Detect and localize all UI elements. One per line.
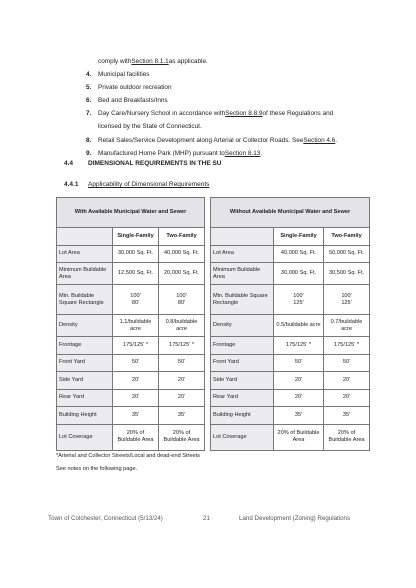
table-row bbox=[57, 315, 205, 337]
row-label: Frontage bbox=[57, 337, 113, 355]
section-link[interactable]: Section 8.8.9 bbox=[225, 110, 263, 118]
row-label: Minimum Buildable Area bbox=[211, 263, 274, 285]
row-label: Min. Buildable Square Rectangle bbox=[57, 285, 113, 315]
cell-two-family: 50' bbox=[159, 354, 205, 372]
cell-single-family: 35' bbox=[274, 407, 324, 425]
table-row bbox=[211, 424, 370, 450]
table-row bbox=[57, 424, 205, 450]
table-title: Without Available Municipal Water and Sewer bbox=[211, 198, 370, 228]
column-header: Two-Family bbox=[324, 228, 370, 246]
cell-single-family: 1.1/buildable acre bbox=[113, 315, 159, 337]
row-label: Lot Coverage bbox=[57, 424, 113, 450]
row-label: Rear Yard bbox=[57, 389, 113, 407]
table-row bbox=[211, 389, 370, 407]
table-row bbox=[211, 372, 370, 390]
table-row bbox=[57, 263, 205, 285]
list-item-text: Bed and Breakfasts/Inns bbox=[98, 97, 168, 105]
cell-single-family: 20' bbox=[113, 372, 159, 390]
cell-two-family: 20' bbox=[159, 389, 205, 407]
list-item bbox=[86, 120, 337, 133]
list-item-number: 7. bbox=[86, 110, 92, 118]
section-heading bbox=[64, 160, 222, 167]
list-item bbox=[86, 147, 337, 160]
subsection-title: Applicability of Dimensional Requirements bbox=[88, 181, 210, 188]
list-item-number: 4. bbox=[86, 71, 92, 79]
cell-two-family: 20,000 Sq. Ft. bbox=[159, 263, 205, 285]
cell-two-family: 175/125' * bbox=[324, 337, 370, 355]
list-item-text: Private outdoor recreation bbox=[98, 84, 172, 92]
row-label: Front Yard bbox=[57, 354, 113, 372]
cell-single-family: 20% of Buildable Area bbox=[113, 424, 159, 450]
cell-single-family: 20% of Buildable Area bbox=[274, 424, 324, 450]
table-row bbox=[211, 285, 370, 315]
table-row bbox=[57, 285, 205, 315]
table-title: With Available Municipal Water and Sewer bbox=[57, 198, 205, 228]
cell-single-family: 20' bbox=[113, 389, 159, 407]
cell-two-family: 50' bbox=[324, 354, 370, 372]
cell-single-family: 30,000 Sq. Ft. bbox=[113, 245, 159, 263]
table-row bbox=[211, 354, 370, 372]
footer-right: Land Development (Zoning) Regulations bbox=[239, 515, 351, 522]
list-item-text: Retail Sales/Service Development along Arterial or Collector Roads. See bbox=[98, 136, 304, 144]
row-label: Building Height bbox=[57, 407, 113, 425]
cell-single-family: 20' bbox=[274, 389, 324, 407]
cell-two-family: 100' 125' bbox=[324, 285, 370, 315]
section-link[interactable]: Section 4.6 bbox=[303, 136, 336, 144]
section-link[interactable]: Section 8.1.1 bbox=[131, 58, 169, 65]
cell-single-family: 20' bbox=[274, 372, 324, 390]
row-label: Side Yard bbox=[57, 372, 113, 390]
row-label: Minimum Buildable Area bbox=[57, 263, 113, 285]
row-label: Density bbox=[57, 315, 113, 337]
list-item-text: of these Regulations and bbox=[262, 110, 334, 118]
list-item-text: as applicable. bbox=[168, 58, 208, 65]
list-item-number bbox=[86, 120, 98, 133]
section-link[interactable]: Section 8.13 bbox=[224, 149, 261, 157]
table-row bbox=[211, 337, 370, 355]
table-without-water-sewer bbox=[210, 197, 370, 451]
table-row bbox=[57, 389, 205, 407]
column-header: Two-Family bbox=[159, 228, 205, 246]
list-item bbox=[86, 134, 337, 147]
list-item-text: . bbox=[335, 136, 338, 144]
row-label: Front Yard bbox=[211, 354, 274, 372]
table-cell-blank bbox=[57, 228, 113, 246]
cell-single-family: 40,000 Sq. Ft. bbox=[274, 245, 324, 263]
use-list bbox=[86, 55, 337, 160]
row-label: Lot Area bbox=[57, 245, 113, 263]
cell-single-family: 50' bbox=[113, 354, 159, 372]
page-number: 21 bbox=[203, 515, 210, 522]
column-header: Single-Family bbox=[113, 228, 159, 246]
cell-two-family: 50,000 Sq. Ft. bbox=[324, 245, 370, 263]
cell-two-family: 20' bbox=[324, 372, 370, 390]
footer-left: Town of Colchester, Connecticut (5/13/24) bbox=[48, 515, 163, 522]
section-title: DIMENSIONAL REQUIREMENTS IN THE SU bbox=[88, 160, 222, 167]
table-row bbox=[211, 315, 370, 337]
table-cell-blank bbox=[211, 228, 274, 246]
cell-single-family: 175/125' * bbox=[113, 337, 159, 355]
table-row bbox=[57, 337, 205, 355]
table-with-water-sewer bbox=[56, 197, 205, 451]
cell-single-family: 35' bbox=[113, 407, 159, 425]
cell-two-family: 35' bbox=[324, 407, 370, 425]
cell-two-family: 35' bbox=[159, 407, 205, 425]
list-item bbox=[86, 68, 337, 81]
list-item bbox=[86, 107, 337, 120]
list-item-text: comply with bbox=[98, 58, 132, 65]
row-label: Min. Buildable Square Rectangle bbox=[211, 285, 274, 315]
subsection-heading bbox=[64, 181, 209, 188]
list-item bbox=[86, 81, 337, 94]
table-row bbox=[57, 372, 205, 390]
list-item-text: Municipal facilities bbox=[98, 71, 150, 79]
row-label: Rear Yard bbox=[211, 389, 274, 407]
cell-two-family: 0.7/buildable acre bbox=[324, 315, 370, 337]
column-header-row bbox=[211, 228, 370, 246]
list-item bbox=[86, 94, 337, 107]
list-item-text: Day Care/Nursery School in accordance with bbox=[98, 110, 226, 118]
list-item-number: 9. bbox=[86, 149, 92, 157]
cell-single-family: 175/125' * bbox=[274, 337, 324, 355]
row-label: Frontage bbox=[211, 337, 274, 355]
cell-single-family: 100' 80' bbox=[113, 285, 159, 315]
cell-single-family: 30,000 Sq. Ft. bbox=[274, 263, 324, 285]
cell-single-family: 50' bbox=[274, 354, 324, 372]
cell-two-family: 20% of Buildable Area bbox=[159, 424, 205, 450]
section-number: 4.4 bbox=[64, 160, 74, 167]
list-item-text: licensed by the State of Connecticut. bbox=[98, 123, 202, 131]
row-label: Lot Area bbox=[211, 245, 274, 263]
cell-two-family: 20' bbox=[324, 389, 370, 407]
row-label: Lot Coverage bbox=[211, 424, 274, 450]
list-item-continuation bbox=[86, 55, 337, 68]
cell-two-family: 20% of Buildable Area bbox=[324, 424, 370, 450]
cell-two-family: 0.8/buildable acre bbox=[159, 315, 205, 337]
row-label: Side Yard bbox=[211, 372, 274, 390]
cell-two-family: 30,500 Sq. Ft. bbox=[324, 263, 370, 285]
table-row bbox=[57, 354, 205, 372]
see-notes: See notes on the following page. bbox=[56, 466, 138, 472]
list-item-number: 8. bbox=[86, 136, 92, 144]
cell-single-family: 0.5/buildable acre bbox=[274, 315, 324, 337]
cell-two-family: 40,000 Sq. Ft. bbox=[159, 245, 205, 263]
table-row bbox=[211, 245, 370, 263]
cell-two-family: 100' 80' bbox=[159, 285, 205, 315]
cell-two-family: 175/125' * bbox=[159, 337, 205, 355]
list-item-text: . bbox=[260, 149, 263, 157]
table-row bbox=[57, 245, 205, 263]
column-header: Single-Family bbox=[274, 228, 324, 246]
table-header-row bbox=[57, 198, 205, 228]
row-label: Building Height bbox=[211, 407, 274, 425]
subsection-number: 4.4.1 bbox=[64, 181, 79, 188]
table-row bbox=[211, 407, 370, 425]
row-label: Density bbox=[211, 315, 274, 337]
cell-two-family: 20' bbox=[159, 372, 205, 390]
list-item-number: 5. bbox=[86, 84, 92, 92]
cell-single-family: 100' 125' bbox=[274, 285, 324, 315]
footnote: *Arterial and Collector Streets/Local and dead-end Streets bbox=[56, 453, 200, 459]
list-item-number: 6. bbox=[86, 97, 92, 105]
cell-single-family: 12,500 Sq. Ft. bbox=[113, 263, 159, 285]
list-item-text: Manufactured Home Park (MHP) pursuant to bbox=[98, 149, 225, 157]
table-header-row bbox=[211, 198, 370, 228]
table-row bbox=[211, 263, 370, 285]
column-header-row bbox=[57, 228, 205, 246]
table-row bbox=[57, 407, 205, 425]
